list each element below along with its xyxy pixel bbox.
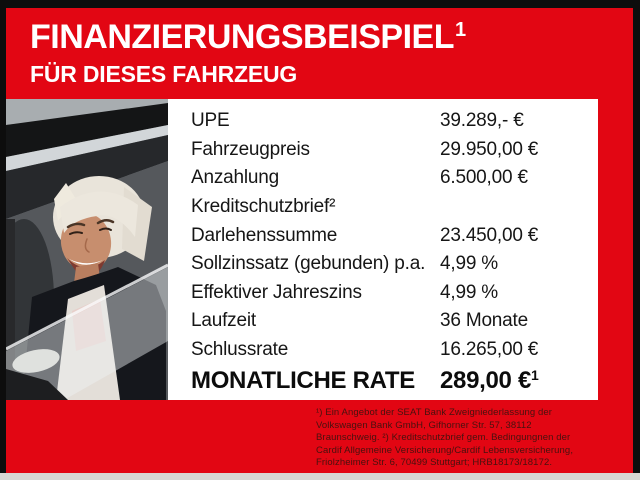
- vehicle-photo-illustration: [6, 99, 168, 400]
- row-value: 4,99 %: [440, 281, 498, 303]
- row-value: 39.289,- €: [440, 110, 524, 132]
- bottom-edge-strip: [0, 473, 640, 480]
- row-value: 36 Monate: [440, 310, 528, 332]
- table-row: [191, 307, 598, 336]
- monthly-rate-row: [191, 364, 598, 397]
- row-label: UPE: [191, 110, 230, 132]
- monthly-rate-footnote-marker: 1: [531, 366, 539, 383]
- table-row: [191, 164, 598, 193]
- footnote-line: Volkswagen Bank GmbH, Gifhorner Str. 57, 38112: [316, 419, 532, 431]
- row-label: Schlussrate: [191, 339, 289, 361]
- row-label: Effektiver Jahreszins: [191, 281, 362, 303]
- row-value: 29.950,00 €: [440, 138, 539, 160]
- financing-table: [168, 99, 598, 400]
- footnote-line: Braunschweig. ²) Kreditschutzbrief gem. Bedingungnen der: [316, 432, 571, 444]
- footnote-line: Cardif Allgemeine Versicherung/Cardif Lebensversicherung,: [316, 444, 574, 456]
- table-row: [191, 279, 598, 308]
- row-label: Sollzinssatz (gebunden) p.a.: [191, 253, 426, 275]
- table-row: [191, 336, 598, 365]
- table-row: [191, 136, 598, 165]
- row-value: 23.450,00 €: [440, 224, 539, 246]
- headline-title-text: FINANZIERUNGSBEISPIEL: [30, 18, 454, 56]
- row-value: 4,99 %: [440, 253, 498, 275]
- footnote-line: ¹) Ein Angebot der SEAT Bank Zweigniederlassung der: [316, 407, 553, 418]
- headline-block: [30, 19, 466, 88]
- row-label: Fahrzeugpreis: [191, 138, 310, 160]
- table-row: [191, 107, 598, 136]
- row-value: 16.265,00 €: [440, 339, 539, 361]
- legal-footnote: [316, 407, 610, 470]
- row-value: 6.500,00 €: [440, 167, 528, 189]
- row-label: Kreditschutzbrief²: [191, 196, 336, 218]
- monthly-rate-value: [440, 367, 539, 395]
- table-row: [191, 193, 598, 222]
- footnote-line: Friolzheimer Str. 6, 70499 Stuttgart; HRB18173/18172.: [316, 457, 553, 469]
- vehicle-photo: [6, 99, 168, 400]
- table-row: [191, 250, 598, 279]
- row-label: Anzahlung: [191, 167, 279, 189]
- headline-footnote-marker: 1: [454, 19, 466, 41]
- table-row: [191, 221, 598, 250]
- row-label: Darlehenssumme: [191, 224, 338, 246]
- monthly-rate-label: MONATLICHE RATE: [191, 366, 415, 394]
- monthly-rate-amount: 289,00 €: [440, 366, 532, 394]
- headline-title: [30, 19, 466, 60]
- headline-subtitle: FÜR DIESES FAHRZEUG: [30, 61, 298, 87]
- row-label: Laufzeit: [191, 310, 256, 332]
